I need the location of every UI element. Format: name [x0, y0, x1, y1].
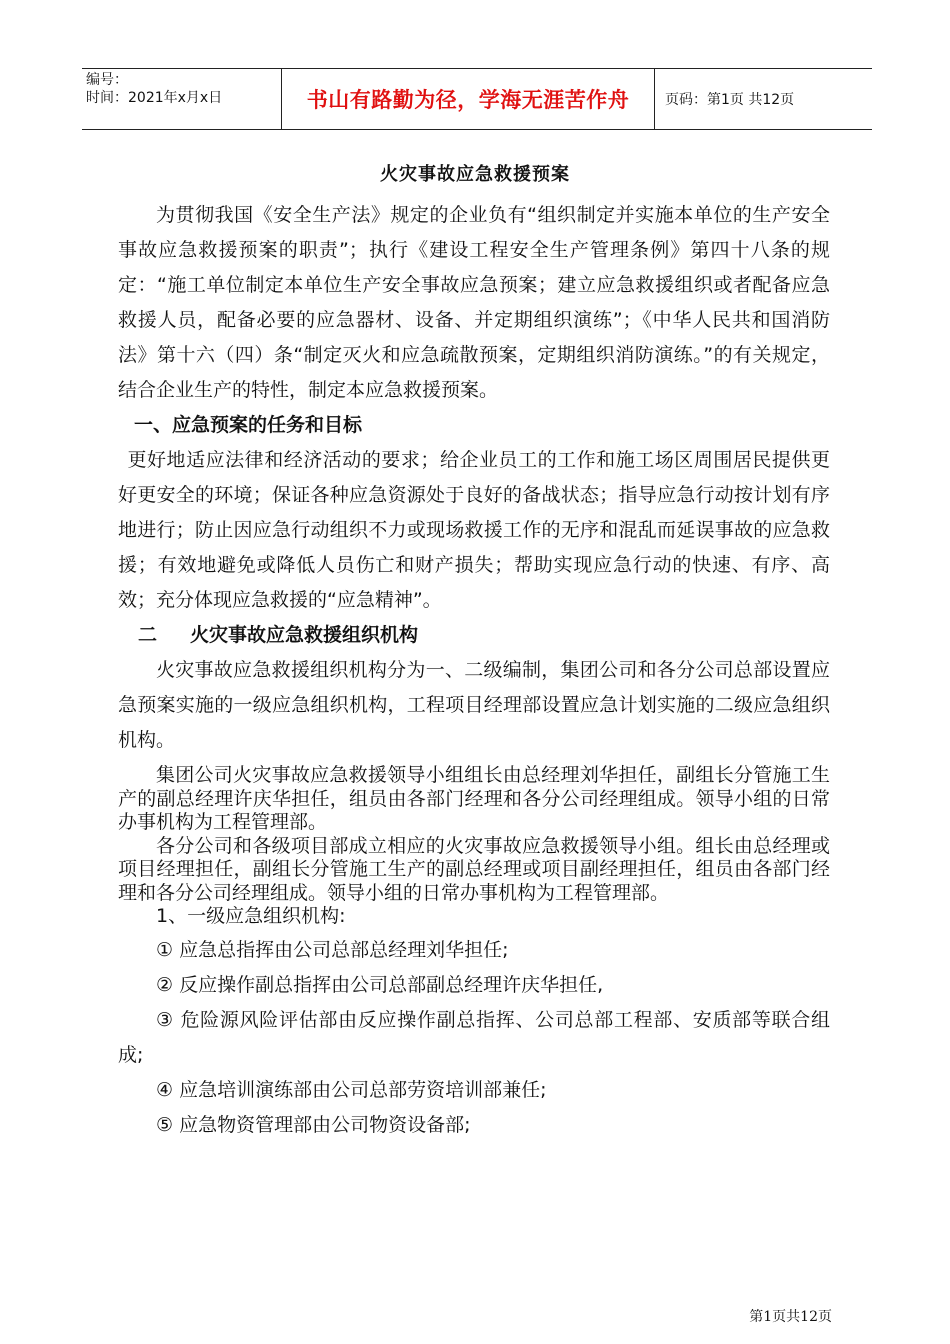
document-body [118, 198, 830, 1143]
date-label: 时间：2021年x月x日 [86, 90, 223, 106]
header-meta [82, 69, 282, 129]
list-item: ① 应急总指挥由公司总部总经理刘华担任; [156, 938, 509, 961]
document-title: 火灾事故应急救援预案 [380, 164, 570, 185]
section2-paragraph-3: 各分公司和各级项目部成立相应的火灾事故应急救援领导小组。组长由总经理或项目经理担任，副组长分管施工生产的副总经理或项目副经理担任，组员由各部门经理和各分公司经理组成。领导小组的日常办事机构为工程管理部。 [118, 834, 830, 904]
header-motto: 书山有路勤为径，学海无涯苦作舟 [282, 69, 655, 129]
intro-paragraph: 为贯彻我国《安全生产法》规定的企业负有“组织制定并实施本单位的生产安全事故应急救援预案的职责”；执行《建设工程安全生产管理条例》第四十八条的规定：“施工单位制定本单位生产安全事故应急预案；建立应急救援组织或者配备应急救援人员，配备必要的应急器材、设备、并定期组织演练”；《中华人民共和国消防法》第十六（四）条“制定灭火和应急疏散预案，定期组织消防演练。”的有关规定，结合企业生产的特性，制定本应急救援预案。 [118, 204, 830, 401]
list-item: ② 反应操作副总指挥由公司总部副总经理许庆华担任, [156, 973, 604, 996]
list-item: ③ 危险源风险评估部由反应操作副总指挥、公司总部工程部、安质部等联合组成; [118, 1008, 830, 1066]
section1-heading: 一、应急预案的任务和目标 [134, 414, 363, 436]
list-item: ④ 应急培训演练部由公司总部劳资培训部兼任; [156, 1078, 547, 1101]
section2-paragraph-1: 火灾事故应急救援组织机构分为一、二级编制，集团公司和各分公司总部设置应急预案实施的一级应急组织机构，工程项目经理部设置应急计划实施的二级应急组织机构。 [118, 659, 830, 751]
header-page-code: 页码：第1页 共12页 [665, 92, 795, 108]
section1-body: 更好地适应法律和经济活动的要求；给企业员工的工作和施工场区周围居民提供更好更安全的环境；保证各种应急资源处于良好的备战状态；指导应急行动按计划有序地进行；防止因应急行动组织不力或现场救援工作的无序和混乱而延误事故的应急救援；有效地避免或降低人员伤亡和财产损失；帮助实现应急行动的快速、有序、高效；充分体现应急救援的“应急精神”。 [118, 449, 830, 611]
section2-subheading-1: 1、一级应急组织机构: [156, 905, 346, 927]
section2-title: 火灾事故应急救援组织机构 [190, 624, 419, 646]
page-header [82, 68, 872, 130]
list-item: ⑤ 应急物资管理部由公司物资设备部; [156, 1113, 471, 1136]
page-footer: 第1页共12页 [749, 1309, 832, 1325]
section2-number: 二 [138, 624, 158, 646]
section2-paragraph-2: 集团公司火灾事故应急救援领导小组组长由总经理刘华担任，副组长分管施工生产的副总经理许庆华担任，组员由各部门经理和各分公司经理组成。领导小组的日常办事机构为工程管理部。 [118, 764, 830, 833]
number-label: 编号： [86, 72, 128, 88]
section2-heading [118, 618, 830, 653]
